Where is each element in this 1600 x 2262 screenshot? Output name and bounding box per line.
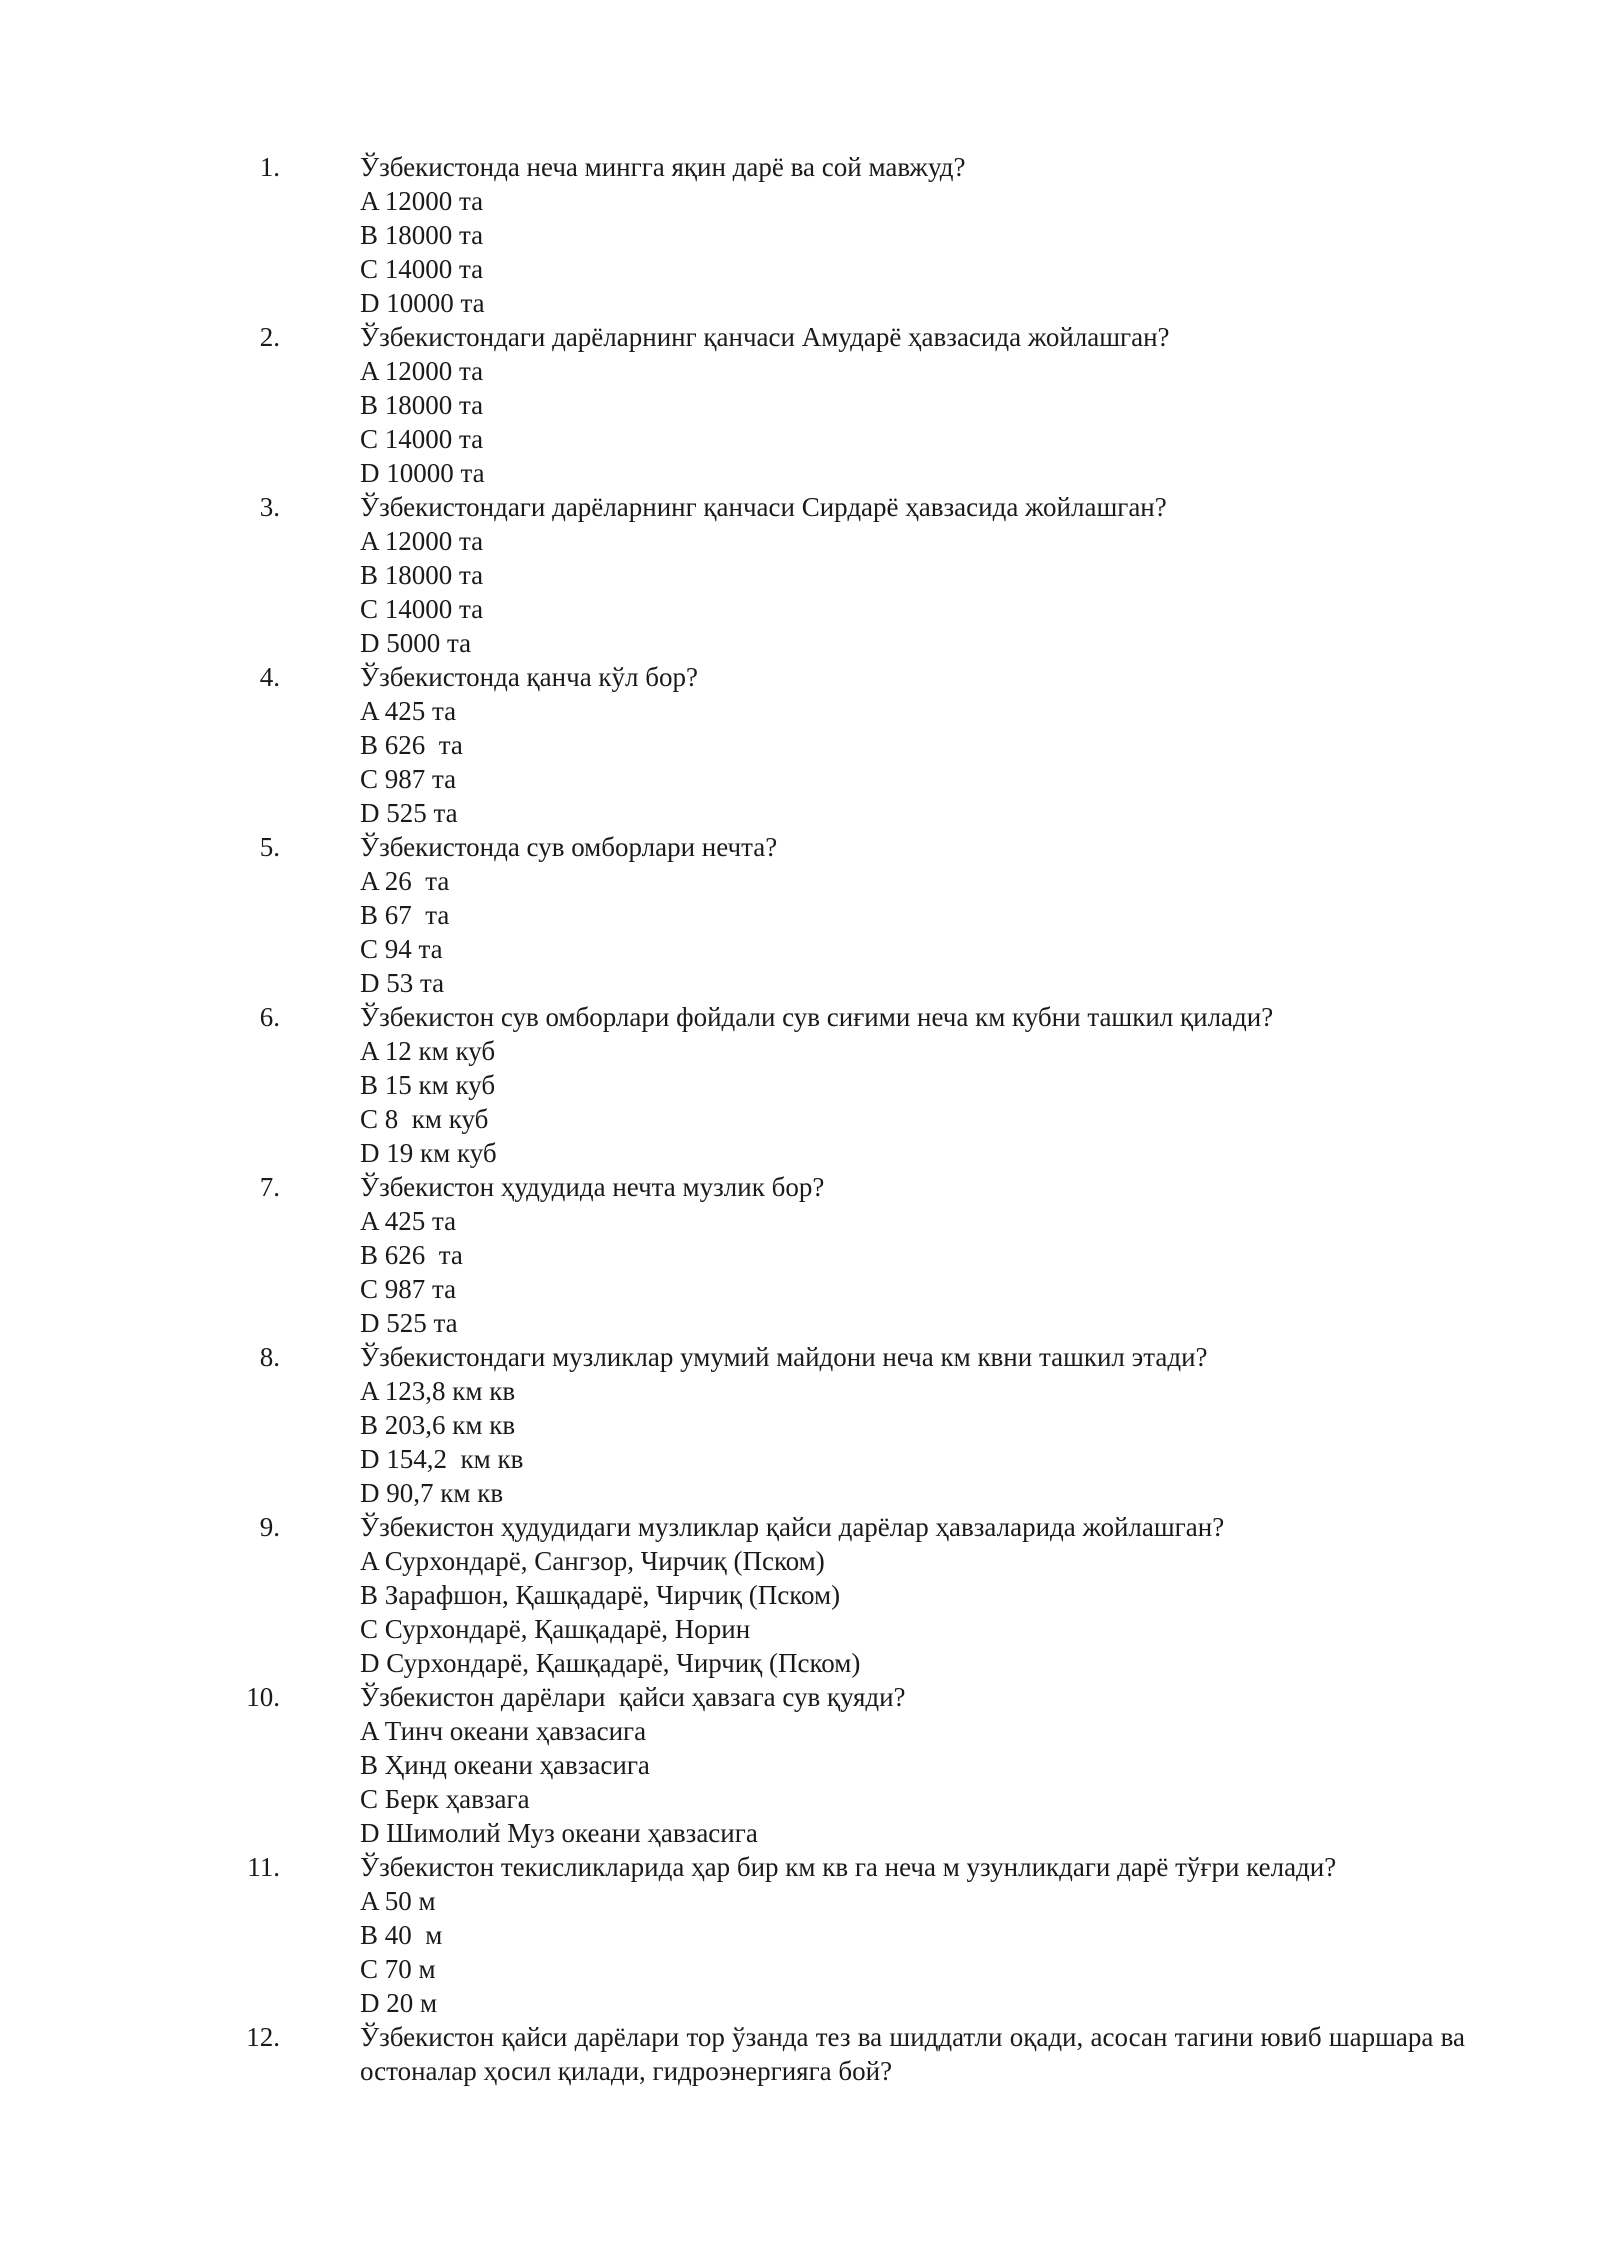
option-b: B 18000 та	[360, 560, 484, 590]
option-d: D 10000 та	[360, 458, 485, 488]
option-a: A Сурхондарё, Сангзор, Чирчиқ (Пском)	[360, 1546, 825, 1576]
option-d: D 5000 та	[360, 628, 472, 658]
question-number: 2.	[259, 322, 280, 352]
option-a: A 12000 та	[360, 526, 484, 556]
question-text: Ўзбекистон ҳудудида нечта музлик бор?	[360, 1172, 825, 1202]
option-b: B Зарафшон, Қашқадарё, Чирчиқ (Пском)	[360, 1580, 841, 1610]
question-number: 1.	[259, 152, 280, 182]
option-c: C 987 та	[360, 1274, 457, 1304]
question-number: 5.	[259, 832, 280, 862]
question-text: Ўзбекистон ҳудудидаги музликлар қайси дарёлар ҳавзаларида жойлашган?	[360, 1512, 1225, 1542]
option-d: D 90,7 км кв	[360, 1478, 504, 1508]
question-9	[0, 1510, 1600, 1680]
option-a: A 425 та	[360, 1206, 457, 1236]
question-text: Ўзбекистондаги дарёларнинг қанчаси Сирдарё ҳавзасида жойлашган?	[360, 492, 1167, 522]
option-d: D Шимолий Муз океани ҳавзасига	[360, 1818, 758, 1848]
option-b: B Ҳинд океани ҳавзасига	[360, 1750, 650, 1780]
question-8	[0, 1340, 1600, 1510]
question-text: Ўзбекистондаги музликлар умумий майдони неча км квни ташкил этади?	[360, 1342, 1208, 1372]
question-text: Ўзбекистонда неча мингга яқин дарё ва сой мавжуд?	[360, 152, 966, 182]
option-b: B 203,6 км кв	[360, 1410, 516, 1440]
option-c: C 14000 та	[360, 424, 484, 454]
option-b: B 626 та	[360, 1240, 463, 1270]
option-c: C 8 км куб	[360, 1104, 489, 1134]
question-text: Ўзбекистонда сув омборлари нечта?	[360, 832, 778, 862]
option-a: A 26 та	[360, 866, 450, 896]
question-number: 9.	[259, 1512, 280, 1542]
question-6	[0, 1000, 1600, 1170]
option-b: B 67 та	[360, 900, 450, 930]
option-d: D 19 км куб	[360, 1138, 497, 1168]
option-b: B 626 та	[360, 730, 463, 760]
option-d: D 525 та	[360, 1308, 458, 1338]
question-number: 6.	[259, 1002, 280, 1032]
option-a: A 12 км куб	[360, 1036, 496, 1066]
option-b: B 40 м	[360, 1920, 443, 1950]
option-c: C 70 м	[360, 1954, 436, 1984]
option-b: B 18000 та	[360, 220, 484, 250]
option-c: C Сурхондарё, Қашқадарё, Норин	[360, 1614, 751, 1644]
question-text: Ўзбекистон дарёлари қайси ҳавзага сув қуяди?	[360, 1682, 906, 1712]
question-number: 4.	[259, 662, 280, 692]
option-d: D 20 м	[360, 1988, 438, 2018]
option-a: A 12000 та	[360, 356, 484, 386]
question-1	[0, 150, 1600, 320]
question-11	[0, 1850, 1600, 2020]
question-4	[0, 660, 1600, 830]
option-d: D Сурхондарё, Қашқадарё, Чирчиқ (Пском)	[360, 1648, 861, 1678]
question-text: Ўзбекистондаги дарёларнинг қанчаси Амударё ҳавзасида жойлашган?	[360, 322, 1170, 352]
option-d: D 10000 та	[360, 288, 485, 318]
question-number: 12.	[246, 2022, 280, 2052]
question-7	[0, 1170, 1600, 1340]
option-a: A Тинч океани ҳавзасига	[360, 1716, 647, 1746]
question-text: Ўзбекистон текисликларида ҳар бир км кв га неча м узунликдаги дарё тўғри келади?	[360, 1852, 1337, 1882]
option-a: A 12000 та	[360, 186, 484, 216]
option-a: A 425 та	[360, 696, 457, 726]
option-b: B 18000 та	[360, 390, 484, 420]
option-c: D 154,2 км кв	[360, 1444, 524, 1474]
question-list	[0, 150, 1600, 2088]
option-b: B 15 км куб	[360, 1070, 496, 1100]
option-c: C 987 та	[360, 764, 457, 794]
question-number: 10.	[246, 1682, 280, 1712]
question-number: 8.	[259, 1342, 280, 1372]
option-a: A 123,8 км кв	[360, 1376, 516, 1406]
option-c: C 94 та	[360, 934, 443, 964]
question-12	[0, 2020, 1600, 2088]
option-c: C 14000 та	[360, 594, 484, 624]
question-10	[0, 1680, 1600, 1850]
option-d: D 525 та	[360, 798, 458, 828]
question-number: 3.	[259, 492, 280, 522]
question-number: 7.	[259, 1172, 280, 1202]
option-d: D 53 та	[360, 968, 445, 998]
question-text: Ўзбекистон сув омборлари фойдали сув сиғими неча км кубни ташкил қилади?	[360, 1002, 1274, 1032]
option-a: A 50 м	[360, 1886, 436, 1916]
question-2	[0, 320, 1600, 490]
question-number: 11.	[247, 1852, 280, 1882]
question-text: Ўзбекистон қайси дарёлари тор ўзанда тез ва шиддатли оқади, асосан тагини ювиб шаршара ва остоналар ҳосил қилади, гидроэнергияга бой?	[360, 2022, 1465, 2086]
option-c: C 14000 та	[360, 254, 484, 284]
question-5	[0, 830, 1600, 1000]
option-c: C Берк ҳавзага	[360, 1784, 530, 1814]
question-text: Ўзбекистонда қанча кўл бор?	[360, 662, 698, 692]
question-3	[0, 490, 1600, 660]
